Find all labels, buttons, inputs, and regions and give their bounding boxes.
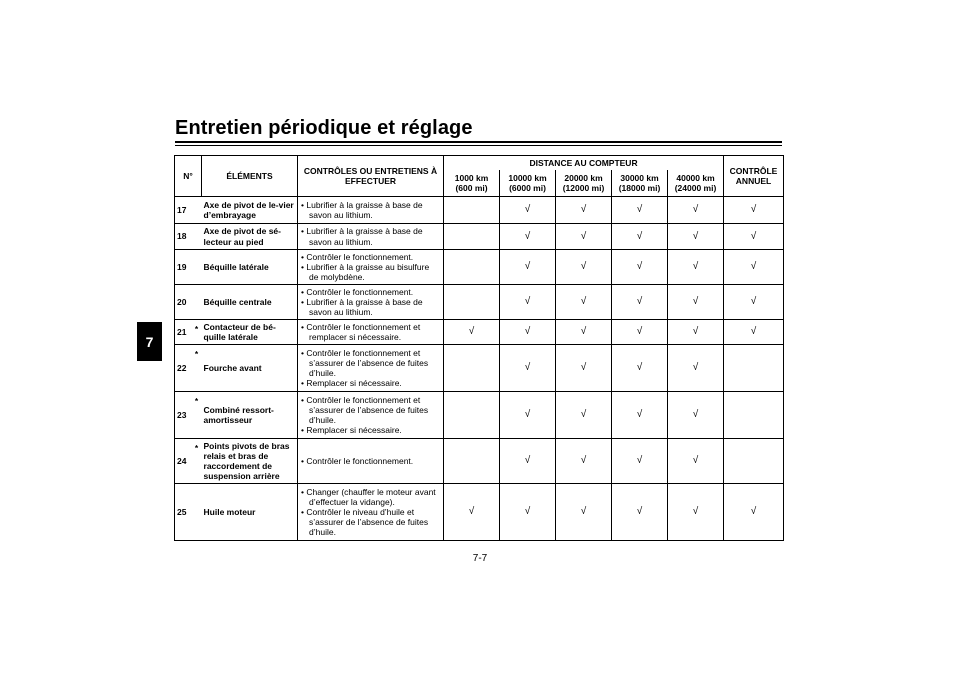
operation-item: • Changer (chauffer le moteur avant d’effectuer la vidange). — [301, 487, 440, 507]
header-distance-2 — [500, 170, 556, 197]
check-mark-icon: √ — [580, 506, 587, 518]
check-mark-icon: √ — [636, 261, 643, 273]
table-row — [175, 197, 784, 224]
check-cell — [500, 484, 556, 541]
check-cell — [556, 320, 612, 345]
header-no: N° — [175, 156, 202, 197]
element-name: Combiné ressort-amortisseur — [202, 392, 298, 439]
annual-check-cell — [724, 285, 784, 320]
check-mark-icon: √ — [750, 296, 757, 308]
asterisk-mark: * — [192, 320, 202, 345]
asterisk-mark — [192, 484, 202, 541]
operation-item: • Lubrifier à la graisse à base de savon au lithium. — [301, 297, 440, 317]
check-cell — [556, 439, 612, 484]
operations-cell — [298, 345, 444, 392]
operations-cell — [298, 285, 444, 320]
check-cell — [612, 392, 668, 439]
check-cell — [668, 197, 724, 224]
check-cell — [668, 439, 724, 484]
annual-check-cell — [724, 392, 784, 439]
header-distance-1 — [444, 170, 500, 197]
header-distance-4 — [612, 170, 668, 197]
maintenance-table — [174, 155, 784, 541]
check-cell — [612, 439, 668, 484]
distance-km: 10000 km — [508, 172, 547, 183]
check-mark-icon: √ — [580, 230, 587, 242]
check-mark-icon: √ — [580, 409, 587, 421]
asterisk-mark — [192, 197, 202, 224]
check-cell — [556, 197, 612, 224]
element-name: Béquille latérale — [202, 250, 298, 285]
header-annual: CONTRÔLE ANNUEL — [724, 156, 784, 197]
check-cell — [500, 250, 556, 285]
page-number: 7-7 — [472, 553, 488, 564]
check-mark-icon: √ — [468, 506, 475, 518]
check-cell — [668, 484, 724, 541]
header-distance-3 — [556, 170, 612, 197]
element-name: Axe de pivot de sé-lecteur au pied — [202, 224, 298, 250]
check-mark-icon: √ — [580, 455, 587, 467]
annual-check-cell — [724, 320, 784, 345]
element-name: Axe de pivot de le-vier d’embrayage — [202, 197, 298, 224]
check-mark-icon: √ — [636, 230, 643, 242]
check-mark-icon: √ — [692, 261, 699, 273]
annual-check-cell — [724, 250, 784, 285]
check-cell — [612, 484, 668, 541]
check-mark-icon: √ — [524, 230, 531, 242]
check-mark-icon: √ — [636, 409, 643, 421]
title-rule — [175, 141, 782, 143]
check-mark-icon: √ — [692, 409, 699, 421]
check-mark-icon: √ — [580, 326, 587, 338]
header-distance-5 — [668, 170, 724, 197]
row-number: 19 — [175, 250, 192, 285]
operation-item: • Remplacer si nécessaire. — [301, 378, 440, 388]
check-mark-icon: √ — [468, 326, 475, 338]
check-cell — [556, 484, 612, 541]
check-mark-icon: √ — [524, 261, 531, 273]
check-mark-icon: √ — [750, 230, 757, 242]
operation-item: • Lubrifier à la graisse au bisulfure de molybdène. — [301, 262, 440, 282]
check-cell — [500, 439, 556, 484]
annual-check-cell — [724, 197, 784, 224]
check-mark-icon: √ — [636, 296, 643, 308]
check-cell — [556, 250, 612, 285]
header-distance: DISTANCE AU COMPTEUR — [444, 156, 724, 170]
check-cell — [612, 345, 668, 392]
check-mark-icon: √ — [524, 409, 531, 421]
operations-cell — [298, 392, 444, 439]
check-mark-icon: √ — [636, 362, 643, 374]
distance-km: 20000 km — [564, 172, 603, 183]
check-mark-icon: √ — [524, 204, 531, 216]
row-number: 24 — [175, 439, 192, 484]
chapter-tab: 7 — [137, 322, 162, 361]
header-operations: CONTRÔLES OU ENTRETIENS À EFFECTUER — [298, 156, 444, 197]
table-row — [175, 285, 784, 320]
row-number: 23 — [175, 392, 192, 439]
check-mark-icon: √ — [524, 455, 531, 467]
check-cell — [444, 250, 500, 285]
check-mark-icon: √ — [750, 326, 757, 338]
row-number: 21 — [175, 320, 192, 345]
check-cell — [444, 224, 500, 250]
asterisk-mark — [192, 224, 202, 250]
operation-item: • Contrôler le fonctionnement et s’assurer de l’absence de fuites d’huile. — [301, 395, 440, 425]
distance-km: 1000 km — [454, 172, 489, 183]
check-cell — [500, 197, 556, 224]
check-cell — [668, 320, 724, 345]
distance-mi: (12000 mi) — [562, 182, 605, 193]
asterisk-mark: * — [192, 439, 202, 484]
check-mark-icon: √ — [580, 296, 587, 308]
check-cell — [500, 285, 556, 320]
table-row — [175, 392, 784, 439]
annual-check-cell — [724, 439, 784, 484]
check-cell — [444, 439, 500, 484]
row-number: 25 — [175, 484, 192, 541]
operation-item: • Contrôler le fonctionnement et s’assurer de l’absence de fuites d’huile. — [301, 348, 440, 378]
operation-item: • Remplacer si nécessaire. — [301, 425, 440, 435]
check-mark-icon: √ — [636, 204, 643, 216]
row-number: 22 — [175, 345, 192, 392]
element-name: Points pivots de bras relais et bras de raccordement de suspension arrière — [202, 439, 298, 484]
asterisk-mark — [192, 285, 202, 320]
check-cell — [612, 250, 668, 285]
check-mark-icon: √ — [580, 261, 587, 273]
check-cell — [668, 250, 724, 285]
element-name: Contacteur de bé-quille latérale — [202, 320, 298, 345]
check-cell — [500, 224, 556, 250]
check-mark-icon: √ — [524, 296, 531, 308]
distance-mi: (24000 mi) — [674, 182, 717, 193]
check-mark-icon: √ — [692, 296, 699, 308]
annual-check-cell — [724, 484, 784, 541]
check-cell — [556, 285, 612, 320]
operations-cell — [298, 250, 444, 285]
table-row — [175, 320, 784, 345]
check-mark-icon: √ — [750, 506, 757, 518]
check-mark-icon: √ — [636, 455, 643, 467]
distance-mi: (18000 mi) — [618, 182, 661, 193]
check-mark-icon: √ — [692, 326, 699, 338]
check-mark-icon: √ — [580, 204, 587, 216]
asterisk-mark: * — [192, 345, 202, 392]
element-name: Béquille centrale — [202, 285, 298, 320]
operations-cell — [298, 320, 444, 345]
check-cell — [444, 285, 500, 320]
operations-cell — [298, 224, 444, 250]
check-cell — [556, 392, 612, 439]
title-rule-thin — [175, 145, 782, 146]
operations-cell — [298, 484, 444, 541]
table-row — [175, 250, 784, 285]
check-cell — [668, 345, 724, 392]
operation-item: • Contrôler le niveau d’huile et s’assurer de l’absence de fuites d’huile. — [301, 507, 440, 537]
operation-item: • Contrôler le fonctionnement. — [301, 456, 440, 466]
table-row — [175, 439, 784, 484]
element-name: Huile moteur — [202, 484, 298, 541]
check-mark-icon: √ — [692, 230, 699, 242]
element-name: Fourche avant — [202, 345, 298, 392]
table-row — [175, 345, 784, 392]
page-title: Entretien périodique et réglage — [175, 117, 473, 139]
check-cell — [444, 320, 500, 345]
check-mark-icon: √ — [524, 326, 531, 338]
row-number: 18 — [175, 224, 192, 250]
check-mark-icon: √ — [636, 506, 643, 518]
check-cell — [444, 484, 500, 541]
check-cell — [612, 197, 668, 224]
annual-check-cell — [724, 224, 784, 250]
distance-mi: (600 mi) — [455, 182, 488, 193]
operations-cell — [298, 197, 444, 224]
check-cell — [444, 197, 500, 224]
check-cell — [668, 285, 724, 320]
operations-cell — [298, 439, 444, 484]
operation-item: • Contrôler le fonctionnement. — [301, 287, 440, 297]
check-mark-icon: √ — [580, 362, 587, 374]
check-cell — [612, 320, 668, 345]
check-cell — [556, 224, 612, 250]
check-mark-icon: √ — [692, 455, 699, 467]
check-cell — [612, 285, 668, 320]
check-cell — [556, 345, 612, 392]
check-mark-icon: √ — [692, 204, 699, 216]
check-cell — [444, 345, 500, 392]
asterisk-mark: * — [192, 392, 202, 439]
operation-item: • Contrôler le fonctionnement. — [301, 252, 440, 262]
check-mark-icon: √ — [524, 506, 531, 518]
distance-mi: (6000 mi) — [509, 182, 546, 193]
check-mark-icon: √ — [750, 261, 757, 273]
check-mark-icon: √ — [750, 204, 757, 216]
check-cell — [500, 392, 556, 439]
annual-check-cell — [724, 345, 784, 392]
table-row — [175, 224, 784, 250]
check-cell — [500, 320, 556, 345]
operation-item: • Lubrifier à la graisse à base de savon au lithium. — [301, 200, 440, 220]
check-cell — [444, 392, 500, 439]
header-elements: ÉLÉMENTS — [202, 156, 298, 197]
distance-km: 40000 km — [676, 172, 715, 183]
check-mark-icon: √ — [692, 506, 699, 518]
row-number: 17 — [175, 197, 192, 224]
check-cell — [668, 392, 724, 439]
check-cell — [612, 224, 668, 250]
row-number: 20 — [175, 285, 192, 320]
check-mark-icon: √ — [524, 362, 531, 374]
check-cell — [668, 224, 724, 250]
operation-item: • Lubrifier à la graisse à base de savon au lithium. — [301, 226, 440, 246]
check-mark-icon: √ — [692, 362, 699, 374]
operation-item: • Contrôler le fonctionnement et remplacer si nécessaire. — [301, 322, 440, 342]
table-row — [175, 484, 784, 541]
check-cell — [500, 345, 556, 392]
asterisk-mark — [192, 250, 202, 285]
check-mark-icon: √ — [636, 326, 643, 338]
distance-km: 30000 km — [620, 172, 659, 183]
